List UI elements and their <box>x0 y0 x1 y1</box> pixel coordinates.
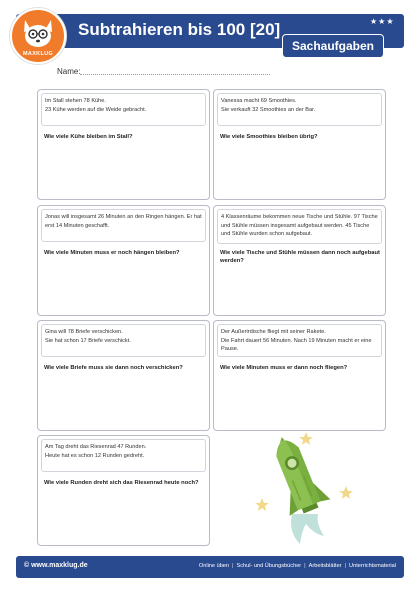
task-card <box>37 320 210 431</box>
footer-links <box>199 563 396 569</box>
task-question: Wie viele Minuten muss er dann noch fliegen? <box>220 365 348 371</box>
footer-link-worksheets[interactable]: Arbeitsblätter <box>308 563 342 569</box>
name-field[interactable] <box>80 74 270 75</box>
task-text: Am Tag dreht das Riesenrad 47 Runden. Heute hat es schon 12 Runden gedreht. <box>41 439 206 472</box>
task-question: Wie viele Minuten muss er noch hängen bleiben? <box>44 250 180 256</box>
task-text: Jonas will insgesamt 26 Minuten an den Ringen hängen. Er hat erst 14 Minuten geschafft. <box>41 209 206 242</box>
task-text: Gina will 78 Briefe verschicken. Sie hat schon 17 Briefe verschickt. <box>41 324 206 357</box>
logo-text: MAXKLUG <box>23 51 53 57</box>
task-question: Wie viele Briefe muss sie dann noch verschicken? <box>44 365 183 371</box>
task-question: Wie viele Smoothies bleiben übrig? <box>220 134 318 140</box>
footer-separator: | <box>232 563 234 569</box>
task-card <box>213 205 386 316</box>
task-card <box>37 205 210 316</box>
footer-url[interactable]: © www.maxklug.de <box>24 562 88 569</box>
star-icon <box>299 432 313 445</box>
name-label: Name: <box>57 67 81 76</box>
task-question: Wie viele Runden dreht sich das Riesenrad heute noch? <box>44 480 199 486</box>
page-title: Subtrahieren bis 100 [20] <box>78 20 281 39</box>
task-text: Im Stall stehen 78 Kühe. 23 Kühe werden auf die Weide gebracht. <box>41 93 206 126</box>
task-question: Wie viele Kühe bleiben im Stall? <box>44 134 133 140</box>
task-card <box>37 89 210 200</box>
category-badge: Sachaufgaben <box>282 34 384 58</box>
footer-link-online[interactable]: Online üben <box>198 563 230 569</box>
footer-bar <box>16 556 404 578</box>
task-card <box>37 435 210 546</box>
footer-link-materials[interactable]: Unterrichtsmaterial <box>349 563 396 569</box>
difficulty-stars: ★★★ <box>370 17 395 26</box>
star-icon <box>255 498 269 511</box>
footer-separator: | <box>344 563 347 569</box>
task-text: Der Außerirdische fliegt mit seiner Rakete. Die Fahrt dauert 56 Minuten. Nach 19 Minuten macht er eine Pause. <box>217 324 382 357</box>
maxklug-logo[interactable] <box>10 8 66 64</box>
rocket-illustration <box>248 428 360 548</box>
star-icon <box>339 486 353 499</box>
task-text: 4 Klassenräume bekommen neue Tische und Stühle. 97 Tische und Stühle müssen insgesamt aufgebaut werden. 45 Tische und Stühle wurden schon aufgebaut. <box>217 209 382 244</box>
task-card <box>213 320 386 431</box>
task-card <box>213 89 386 200</box>
footer-separator: | <box>304 563 306 569</box>
task-question: Wie viele Tische und Stühle müssen dann noch aufgebaut werden? <box>220 250 380 265</box>
footer-link-books[interactable]: Schul- und Übungsbücher <box>236 563 302 569</box>
task-text: Vanessa macht 69 Smoothies. Sie verkauft 32 Smoothies an der Bar. <box>217 93 382 126</box>
